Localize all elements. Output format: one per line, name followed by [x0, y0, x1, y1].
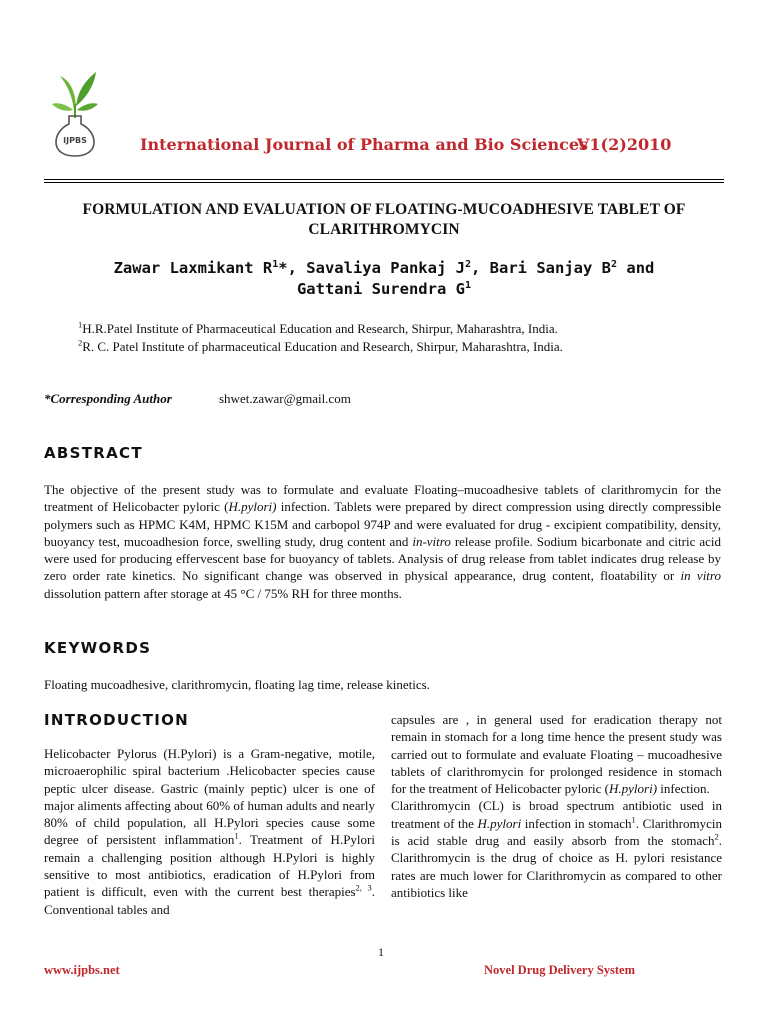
affiliation-text: H.R.Patel Institute of Pharmaceutical Education and Research, Shirpur, Maharashtra, India.: [82, 321, 558, 336]
affiliation: [78, 339, 563, 355]
intro-italic: H.pylori: [477, 815, 522, 831]
corresponding-email[interactable]: shwet.zawar@gmail.com: [219, 391, 351, 406]
intro-text-run: . Treatment of H.Pylori remain a challenging position although H.Pylori is highly sensitive to most antibiotics, eradication of H.Pylori from patient is difficult, even with the current best therapies: [44, 832, 375, 900]
abstract-heading: ABSTRACT: [44, 444, 143, 462]
flask-leaf-icon: [50, 66, 100, 158]
author-separator: ,: [471, 259, 490, 277]
abstract-text-run: The objective of the present study was to formulate and evaluate Floating–mucoadhesive tablets of clarithromycin for the treatment of Helicobacter pyloric (: [44, 482, 721, 515]
abstract-text-run: release profile. Sodium bicarbonate and citric acid were used for producing effervescent base for buoyancy of tablets. Analysis of drug release from tablet indicates drug release by zero order rate kinetics. No significant change was observed in physical appearance, drug content, floatability or: [44, 533, 721, 584]
citation-sup: 2, 3: [355, 883, 372, 894]
introduction-left-column: [44, 745, 375, 918]
intro-text-run: capsules are , in general used for eradication therapy not remain in stomach for a long time hence the present study was carried out to formulate and evaluate Floating – mucoadhesive tablets of clarithromycin for prolonged residence in stomach for the treatment of Helicobacter pyloric (: [391, 712, 722, 797]
keywords-text: Floating mucoadhesive, clarithromycin, floating lag time, release kinetics.: [44, 677, 430, 692]
logo-text: IJPBS: [63, 136, 87, 145]
abstract-italic: H.pylori): [228, 499, 277, 515]
author-name: Savaliya Pankaj J: [306, 259, 465, 277]
affiliation-text: R. C. Patel Institute of pharmaceutical Education and Research, Shirpur, Maharashtra, India.: [82, 339, 563, 354]
author-affil-sup: 1: [272, 258, 279, 270]
footer-section: Novel Drug Delivery System: [484, 963, 636, 977]
author-separator: *,: [278, 259, 307, 277]
intro-text-run: . Conventional tables and: [44, 884, 376, 917]
journal-name: International Journal of Pharma and Bio Sciences: [140, 135, 589, 154]
citation-sup: 1: [234, 831, 239, 842]
author-list: [44, 258, 724, 300]
intro-text-run: . Clarithromycin is the drug of choice as H. pylori resistance rates are much lower for Clarithromycin as compared to other antibiotics like: [391, 833, 722, 900]
affiliation-sup: 1: [78, 319, 83, 330]
abstract-text-run: dissolution pattern after storage at 45 °C / 75% RH for three months.: [44, 585, 402, 601]
intro-text-run: Helicobacter Pylorus (H.Pylori) is a Gram-negative, motile, microaerophilic spiral bacterium .Helicobacter species cause peptic ulcer disease. Gastric (mainly peptic) ulcer is one of major aliments affecting about 60% of human adults and nearly 80% of child population, all H.Pylori species cause some degree of persistent inflammation: [44, 746, 375, 848]
header-rule-top: [44, 179, 724, 180]
footer-website-link[interactable]: www.ijpbs.net: [44, 963, 120, 977]
intro-text-run: infection.: [657, 781, 710, 797]
corresponding-label: *Corresponding Author: [44, 391, 172, 406]
affiliation-sup: 2: [78, 337, 83, 348]
abstract-text-run: infection. Tablets were prepared by direct compression using directly compressible polymers such as HPMC K4M, HPMC K15M and carbopol 974P and were evaluated for drug - excipient compatibility, density, buoyancy test, mucoadhesion force, swelling study, drug content and: [44, 499, 721, 549]
corresponding-author: [44, 391, 351, 407]
introduction-heading: INTRODUCTION: [44, 711, 190, 729]
abstract-text: [44, 481, 721, 602]
journal-logo: [50, 66, 100, 158]
author-separator: and: [617, 259, 655, 277]
paper-title: FORMULATION AND EVALUATION OF FLOATING-MUCOADHESIVE TABLET OF CLARITHROMYCIN: [82, 201, 686, 238]
intro-text-run: infection in stomach: [521, 815, 632, 831]
header-rule-bottom: [44, 182, 724, 183]
introduction-right-column: [391, 711, 722, 901]
intro-text-run: Clarithromycin (CL) is broad spectrum antibiotic used in treatment of the: [391, 798, 722, 831]
affiliation: [78, 321, 558, 337]
author-affil-sup: 1: [464, 279, 472, 291]
page-number: 1: [378, 945, 384, 959]
intro-italic: H.pylori): [609, 781, 658, 797]
author-affil-sup: 2: [611, 258, 618, 270]
abstract-italic: in-vitro: [412, 533, 451, 549]
intro-text-run: . Clarithromycin is acid stable drug and easily absorb from the stomach: [391, 815, 722, 849]
author-name: Zawar Laxmikant R: [113, 259, 273, 277]
journal-volume: V1(2)2010: [577, 135, 672, 154]
keywords-heading: KEYWORDS: [44, 639, 152, 657]
abstract-italic: in vitro: [680, 568, 721, 584]
citation-sup: 1: [631, 814, 636, 825]
citation-sup: 2: [714, 831, 719, 842]
author-affil-sup: 2: [464, 258, 471, 270]
author-name: Bari Sanjay B: [489, 259, 611, 277]
author-name: Gattani Surendra G: [296, 280, 465, 298]
